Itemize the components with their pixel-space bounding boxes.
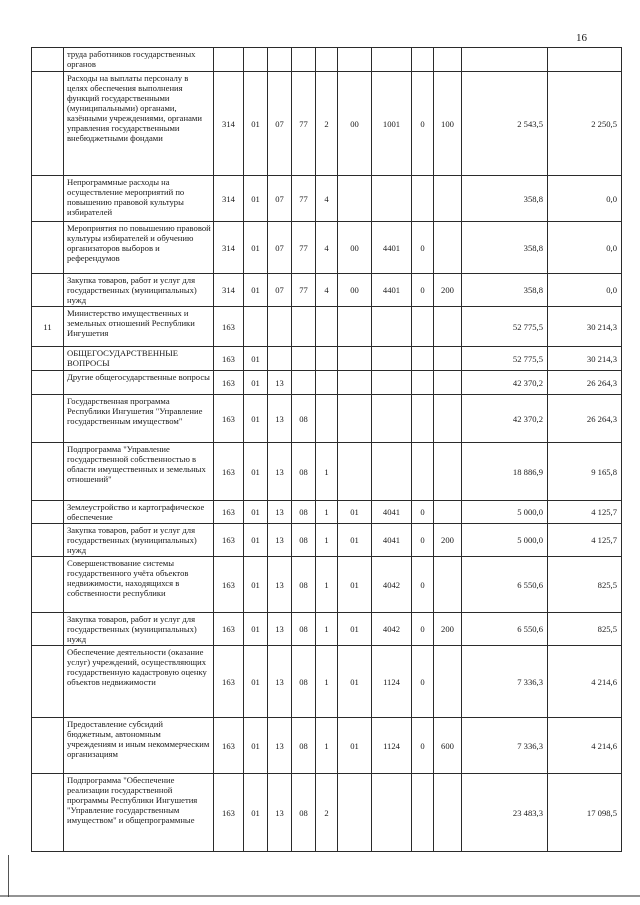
main-event-code-cell [338,774,372,852]
subsection-code-cell: 07 [268,72,292,176]
amount-planned-cell: 18 886,9 [462,443,548,501]
item-name-cell: труда работников государственных органов [64,48,214,72]
item-name-cell: Закупка товаров, работ и услуг для государственных (муниципальных) нужд [64,613,214,646]
table-row [32,613,622,646]
subsection-code-cell: 13 [268,501,292,524]
scan-edge-mark [8,855,9,897]
row-number-cell [32,646,64,718]
subsection-code-cell: 13 [268,718,292,774]
table-row [32,501,622,524]
table-row [32,395,622,443]
expense-type-code-cell [434,501,462,524]
subprogram-code-cell: 1 [316,443,338,501]
expense-type-code-cell: 100 [434,72,462,176]
row-number-cell [32,48,64,72]
section-code-cell: 01 [244,646,268,718]
expense-type-code-cell [434,774,462,852]
subprogram-code-cell [316,347,338,371]
amount-planned-cell: 2 543,5 [462,72,548,176]
direction-code-cell [372,176,412,222]
expense-type-code-cell: 600 [434,718,462,774]
page-number: 16 [576,32,587,44]
amount-planned-cell: 358,8 [462,176,548,222]
section-code-cell [244,307,268,347]
main-event-code-cell [338,371,372,395]
extra-code-cell [412,371,434,395]
amount-planned-cell: 5 000,0 [462,524,548,557]
subsection-code-cell: 07 [268,222,292,274]
scan-bottom-edge [0,895,640,897]
item-name-cell: Закупка товаров, работ и услуг для государственных (муниципальных) нужд [64,274,214,307]
ministry-code-cell: 314 [214,274,244,307]
ministry-code-cell: 314 [214,176,244,222]
section-code-cell: 01 [244,501,268,524]
ministry-code-cell: 163 [214,307,244,347]
expense-type-code-cell [434,646,462,718]
table-row [32,718,622,774]
program-code-cell: 08 [292,501,316,524]
subsection-code-cell [268,307,292,347]
program-code-cell: 08 [292,774,316,852]
main-event-code-cell: 00 [338,274,372,307]
subsection-code-cell: 13 [268,443,292,501]
amount-planned-cell [462,48,548,72]
direction-code-cell: 4041 [372,501,412,524]
section-code-cell: 01 [244,274,268,307]
item-name-cell: Подпрограмма "Управление государственной собственностью в области имущественных и земельных отношений" [64,443,214,501]
extra-code-cell [412,176,434,222]
expense-type-code-cell [434,395,462,443]
program-code-cell [292,371,316,395]
subprogram-code-cell [316,48,338,72]
direction-code-cell: 4042 [372,557,412,613]
expense-type-code-cell [434,222,462,274]
amount-planned-cell: 52 775,5 [462,347,548,371]
section-code-cell: 01 [244,443,268,501]
amount-actual-cell [548,48,622,72]
section-code-cell: 01 [244,371,268,395]
main-event-code-cell [338,395,372,443]
subsection-code-cell: 13 [268,646,292,718]
direction-code-cell [372,371,412,395]
expense-type-code-cell: 200 [434,274,462,307]
program-code-cell [292,347,316,371]
expense-type-code-cell [434,48,462,72]
extra-code-cell: 0 [412,222,434,274]
direction-code-cell: 4041 [372,524,412,557]
amount-actual-cell: 825,5 [548,613,622,646]
expense-type-code-cell [434,443,462,501]
direction-code-cell [372,443,412,501]
main-event-code-cell: 01 [338,646,372,718]
amount-planned-cell: 42 370,2 [462,395,548,443]
main-event-code-cell [338,307,372,347]
ministry-code-cell: 163 [214,395,244,443]
main-event-code-cell: 01 [338,501,372,524]
item-name-cell: Предоставление субсидий бюджетным, автономным учреждениям и иным некоммерческим организациям [64,718,214,774]
subprogram-code-cell: 1 [316,557,338,613]
main-event-code-cell [338,347,372,371]
table-row [32,222,622,274]
ministry-code-cell: 314 [214,222,244,274]
row-number-cell [32,395,64,443]
section-code-cell: 01 [244,347,268,371]
amount-planned-cell: 358,8 [462,274,548,307]
amount-planned-cell: 42 370,2 [462,371,548,395]
program-code-cell [292,307,316,347]
table-row [32,72,622,176]
subprogram-code-cell: 4 [316,274,338,307]
item-name-cell: ОБЩЕГОСУДАРСТВЕННЫЕ ВОПРОСЫ [64,347,214,371]
extra-code-cell: 0 [412,72,434,176]
amount-actual-cell: 4 214,6 [548,718,622,774]
subprogram-code-cell: 1 [316,613,338,646]
item-name-cell: Совершенствование системы государственного учёта объектов недвижимости, находящихся в собственности республики [64,557,214,613]
extra-code-cell [412,347,434,371]
item-name-cell: Министерство имущественных и земельных отношений Республики Ингушетия [64,307,214,347]
expense-type-code-cell [434,557,462,613]
amount-planned-cell: 23 483,3 [462,774,548,852]
extra-code-cell: 0 [412,718,434,774]
subsection-code-cell: 13 [268,395,292,443]
item-name-cell: Другие общегосударственные вопросы [64,371,214,395]
extra-code-cell [412,48,434,72]
item-name-cell: Подпрограмма "Обеспечение реализации государственной программы Республики Ингушетия "Управление государственным имуществом" и общепрограммные [64,774,214,852]
amount-planned-cell: 6 550,6 [462,613,548,646]
amount-actual-cell: 30 214,3 [548,307,622,347]
subprogram-code-cell: 1 [316,501,338,524]
extra-code-cell: 0 [412,646,434,718]
subsection-code-cell: 13 [268,557,292,613]
item-name-cell: Государственная программа Республики Ингушетия "Управление государственным имуществом" [64,395,214,443]
subprogram-code-cell: 4 [316,176,338,222]
program-code-cell: 08 [292,557,316,613]
ministry-code-cell: 163 [214,613,244,646]
row-number-cell [32,347,64,371]
table-row [32,371,622,395]
item-name-cell: Закупка товаров, работ и услуг для государственных (муниципальных) нужд [64,524,214,557]
table-row [32,524,622,557]
subprogram-code-cell: 1 [316,718,338,774]
direction-code-cell: 4401 [372,222,412,274]
ministry-code-cell: 163 [214,718,244,774]
extra-code-cell: 0 [412,557,434,613]
amount-actual-cell: 9 165,8 [548,443,622,501]
section-code-cell: 01 [244,718,268,774]
row-number-cell [32,613,64,646]
section-code-cell: 01 [244,222,268,274]
amount-actual-cell: 17 098,5 [548,774,622,852]
amount-actual-cell: 0,0 [548,176,622,222]
direction-code-cell [372,347,412,371]
direction-code-cell: 1001 [372,72,412,176]
program-code-cell: 08 [292,443,316,501]
item-name-cell: Непрограммные расходы на осуществление мероприятий по повышению правовой культуры избирателей [64,176,214,222]
program-code-cell: 08 [292,613,316,646]
amount-planned-cell: 6 550,6 [462,557,548,613]
subsection-code-cell: 07 [268,274,292,307]
extra-code-cell [412,395,434,443]
item-name-cell: Расходы на выплаты персоналу в целях обеспечения выполнения функций государственными (муниципальными) органами, казёнными учреждениями, органами управления государственными внебюджетными фондами [64,72,214,176]
amount-actual-cell: 4 125,7 [548,524,622,557]
section-code-cell: 01 [244,613,268,646]
subprogram-code-cell: 2 [316,774,338,852]
subsection-code-cell: 13 [268,774,292,852]
main-event-code-cell: 00 [338,72,372,176]
direction-code-cell: 4401 [372,274,412,307]
ministry-code-cell [214,48,244,72]
expense-type-code-cell: 200 [434,613,462,646]
subprogram-code-cell: 1 [316,646,338,718]
subprogram-code-cell [316,371,338,395]
subsection-code-cell [268,48,292,72]
amount-actual-cell: 0,0 [548,274,622,307]
program-code-cell: 77 [292,72,316,176]
table-row [32,646,622,718]
program-code-cell: 08 [292,524,316,557]
program-code-cell: 08 [292,395,316,443]
main-event-code-cell: 01 [338,524,372,557]
section-code-cell: 01 [244,557,268,613]
extra-code-cell [412,774,434,852]
ministry-code-cell: 163 [214,443,244,501]
amount-planned-cell: 7 336,3 [462,646,548,718]
amount-actual-cell: 0,0 [548,222,622,274]
section-code-cell: 01 [244,395,268,443]
ministry-code-cell: 163 [214,557,244,613]
direction-code-cell [372,395,412,443]
table-row [32,443,622,501]
table-row [32,176,622,222]
program-code-cell: 08 [292,646,316,718]
extra-code-cell: 0 [412,613,434,646]
expense-type-code-cell [434,371,462,395]
row-number-cell [32,371,64,395]
main-event-code-cell [338,443,372,501]
subsection-code-cell: 13 [268,371,292,395]
ministry-code-cell: 163 [214,774,244,852]
row-number-cell [32,718,64,774]
item-name-cell: Обеспечение деятельности (оказание услуг) учреждений, осуществляющих государственную кадастровую оценку объектов недвижимости [64,646,214,718]
subsection-code-cell: 13 [268,613,292,646]
table-row [32,774,622,852]
section-code-cell: 01 [244,774,268,852]
extra-code-cell: 0 [412,274,434,307]
ministry-code-cell: 163 [214,646,244,718]
amount-actual-cell: 2 250,5 [548,72,622,176]
direction-code-cell: 1124 [372,718,412,774]
item-name-cell: Мероприятия по повышению правовой культуры избирателей и обучению организаторов выборов и референдумов [64,222,214,274]
main-event-code-cell: 01 [338,613,372,646]
extra-code-cell [412,307,434,347]
subprogram-code-cell [316,307,338,347]
table-row [32,274,622,307]
expense-type-code-cell [434,347,462,371]
row-number-cell [32,774,64,852]
program-code-cell: 08 [292,718,316,774]
expense-type-code-cell: 200 [434,524,462,557]
row-number-cell [32,176,64,222]
program-code-cell: 77 [292,222,316,274]
amount-planned-cell: 7 336,3 [462,718,548,774]
row-number-cell [32,524,64,557]
row-number-cell [32,72,64,176]
expense-type-code-cell [434,307,462,347]
subprogram-code-cell [316,395,338,443]
subsection-code-cell: 13 [268,524,292,557]
expense-type-code-cell [434,176,462,222]
ministry-code-cell: 314 [214,72,244,176]
row-number-cell [32,557,64,613]
table-row [32,48,622,72]
ministry-code-cell: 163 [214,501,244,524]
section-code-cell: 01 [244,524,268,557]
program-code-cell [292,48,316,72]
ministry-code-cell: 163 [214,524,244,557]
ministry-code-cell: 163 [214,347,244,371]
direction-code-cell [372,774,412,852]
table-row [32,307,622,347]
main-event-code-cell: 00 [338,222,372,274]
amount-actual-cell: 26 264,3 [548,395,622,443]
budget-table [31,47,622,852]
ministry-code-cell: 163 [214,371,244,395]
extra-code-cell [412,443,434,501]
subsection-code-cell [268,347,292,371]
main-event-code-cell: 01 [338,718,372,774]
amount-planned-cell: 5 000,0 [462,501,548,524]
subprogram-code-cell: 4 [316,222,338,274]
table-row [32,557,622,613]
section-code-cell: 01 [244,72,268,176]
section-code-cell [244,48,268,72]
program-code-cell: 77 [292,274,316,307]
subprogram-code-cell: 2 [316,72,338,176]
row-number-cell: 11 [32,307,64,347]
subsection-code-cell: 07 [268,176,292,222]
amount-actual-cell: 30 214,3 [548,347,622,371]
direction-code-cell [372,48,412,72]
item-name-cell: Землеустройство и картографическое обеспечение [64,501,214,524]
table-row [32,347,622,371]
main-event-code-cell [338,176,372,222]
direction-code-cell: 4042 [372,613,412,646]
row-number-cell [32,274,64,307]
row-number-cell [32,501,64,524]
extra-code-cell: 0 [412,524,434,557]
amount-actual-cell: 825,5 [548,557,622,613]
amount-planned-cell: 358,8 [462,222,548,274]
amount-planned-cell: 52 775,5 [462,307,548,347]
main-event-code-cell [338,48,372,72]
program-code-cell: 77 [292,176,316,222]
amount-actual-cell: 26 264,3 [548,371,622,395]
direction-code-cell: 1124 [372,646,412,718]
direction-code-cell [372,307,412,347]
amount-actual-cell: 4 125,7 [548,501,622,524]
subprogram-code-cell: 1 [316,524,338,557]
section-code-cell: 01 [244,176,268,222]
extra-code-cell: 0 [412,501,434,524]
row-number-cell [32,222,64,274]
row-number-cell [32,443,64,501]
main-event-code-cell: 01 [338,557,372,613]
amount-actual-cell: 4 214,6 [548,646,622,718]
